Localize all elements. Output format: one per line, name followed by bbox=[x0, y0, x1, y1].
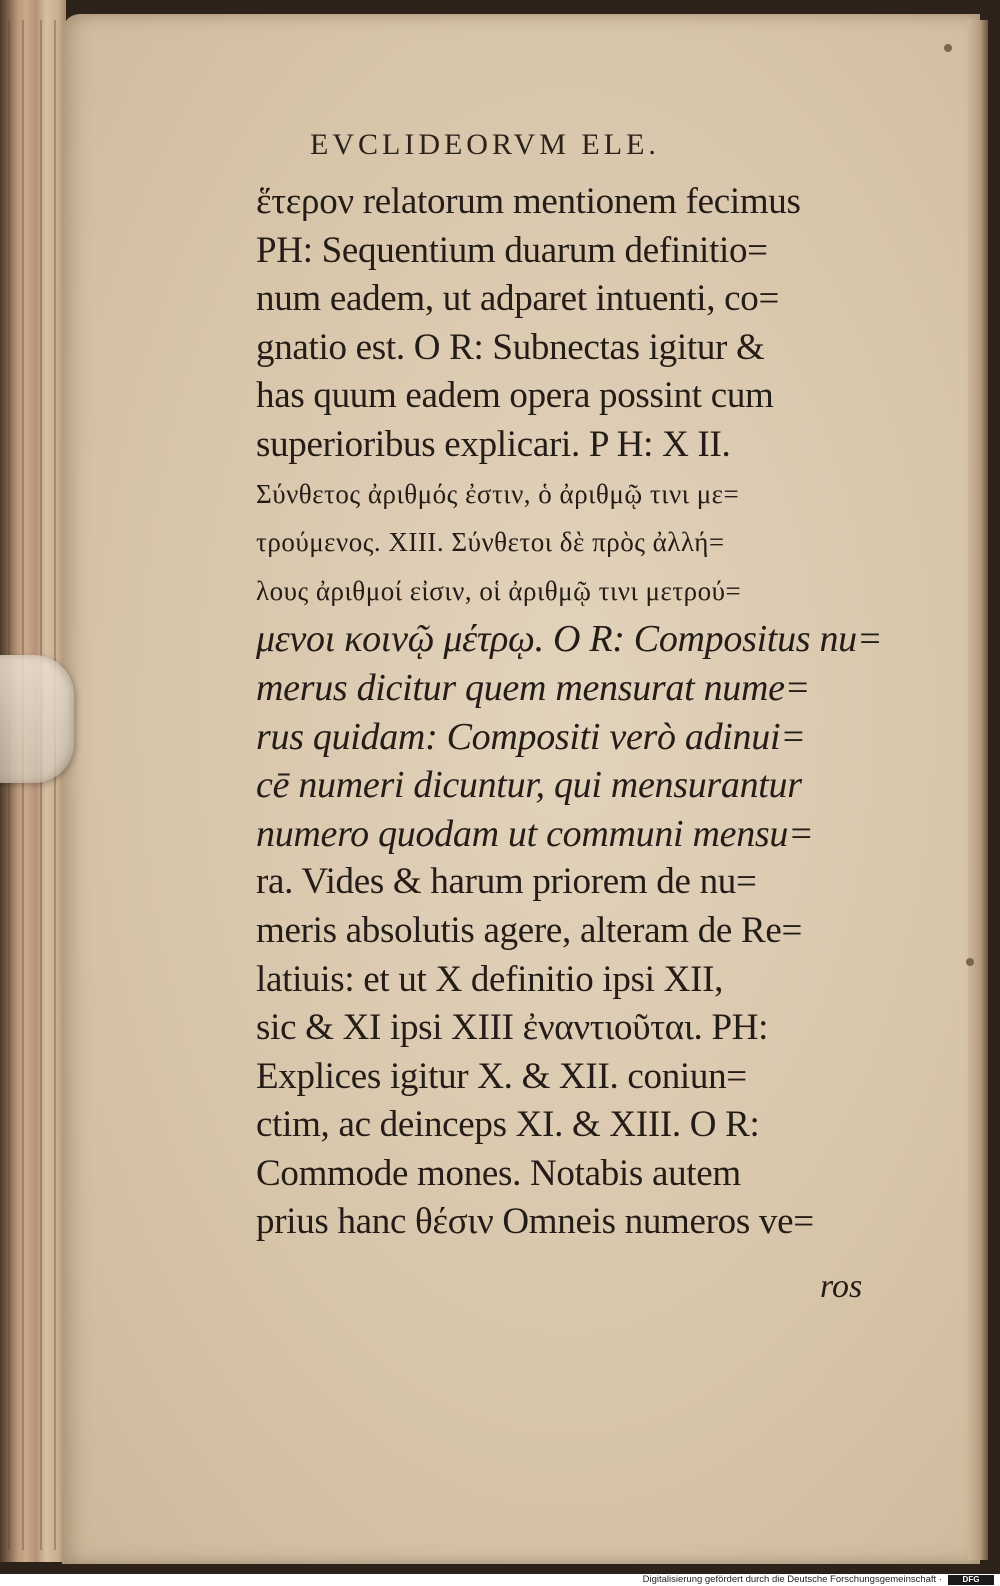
edge-stripe bbox=[40, 20, 42, 1550]
text-line: sic & XI ipsi XIII ἐναντιοῦται. PH: bbox=[256, 1007, 769, 1049]
margin-mark bbox=[944, 44, 952, 52]
dfg-logo: DFG bbox=[948, 1575, 994, 1585]
text-line: λους ἀριθμοί εἰσιν, οἱ ἀριθμῷ τινι μετρού= bbox=[256, 575, 742, 606]
text-line: cē numeri dicuntur, qui mensurantur bbox=[256, 764, 802, 807]
text-line: numero quodam ut communi mensu= bbox=[256, 812, 814, 855]
text-line: Commode mones. Notabis autem bbox=[256, 1152, 741, 1194]
edge-stripe bbox=[54, 20, 56, 1550]
text-line: Explices igitur X. & XII. coniun= bbox=[256, 1055, 747, 1097]
text-line: merus dicitur quem mensurat nume= bbox=[256, 666, 811, 709]
catchword: ros bbox=[820, 1268, 863, 1305]
edge-stripe bbox=[22, 20, 24, 1550]
running-head: EVCLIDEORVM ELE. bbox=[310, 128, 660, 161]
margin-mark bbox=[966, 958, 974, 966]
page-clip bbox=[0, 655, 74, 783]
text-line: Σύνθετος ἀριθμός ἐστιν, ὁ ἀριθμῷ τινι με= bbox=[256, 478, 740, 509]
text-line: PH: Sequentium duarum definitio= bbox=[256, 229, 768, 271]
text-line: num eadem, ut adparet intuenti, co= bbox=[256, 278, 780, 320]
text-line: ctim, ac deinceps XI. & XIII. O R: bbox=[256, 1104, 760, 1146]
text-line: prius hanc θέσιν Omneis numeros ve= bbox=[256, 1201, 814, 1243]
text-line: latiuis: et ut X definitio ipsi XII, bbox=[256, 958, 724, 1000]
text-line: ἕτερον relatorum mentionem fecimus bbox=[256, 181, 801, 222]
text-line: τρούμενος. XIII. Σύνθετοι δὲ πρὸς ἀλλή= bbox=[256, 527, 725, 558]
text-line: ra. Vides & harum priorem de nu= bbox=[256, 861, 757, 903]
text-line: has quum eadem opera possint cum bbox=[256, 375, 774, 417]
text-line: gnatio est. O R: Subnectas igitur & bbox=[256, 326, 765, 368]
text-block bbox=[256, 178, 916, 1247]
text-line: meris absolutis agere, alteram de Re= bbox=[256, 909, 803, 951]
text-line: superioribus explicari. P H: X II. bbox=[256, 423, 731, 465]
digitization-credit: Digitalisierung gefördert durch die Deutsche Forschungsgemeinschaft · bbox=[642, 1574, 942, 1585]
edge-stripe bbox=[8, 20, 10, 1550]
text-line: μενοι κοινῷ μέτρῳ. O R: Compositus nu= bbox=[256, 618, 883, 661]
text-line: rus quidam: Compositi verò adinui= bbox=[256, 715, 806, 758]
page-right-edge bbox=[968, 20, 988, 1560]
